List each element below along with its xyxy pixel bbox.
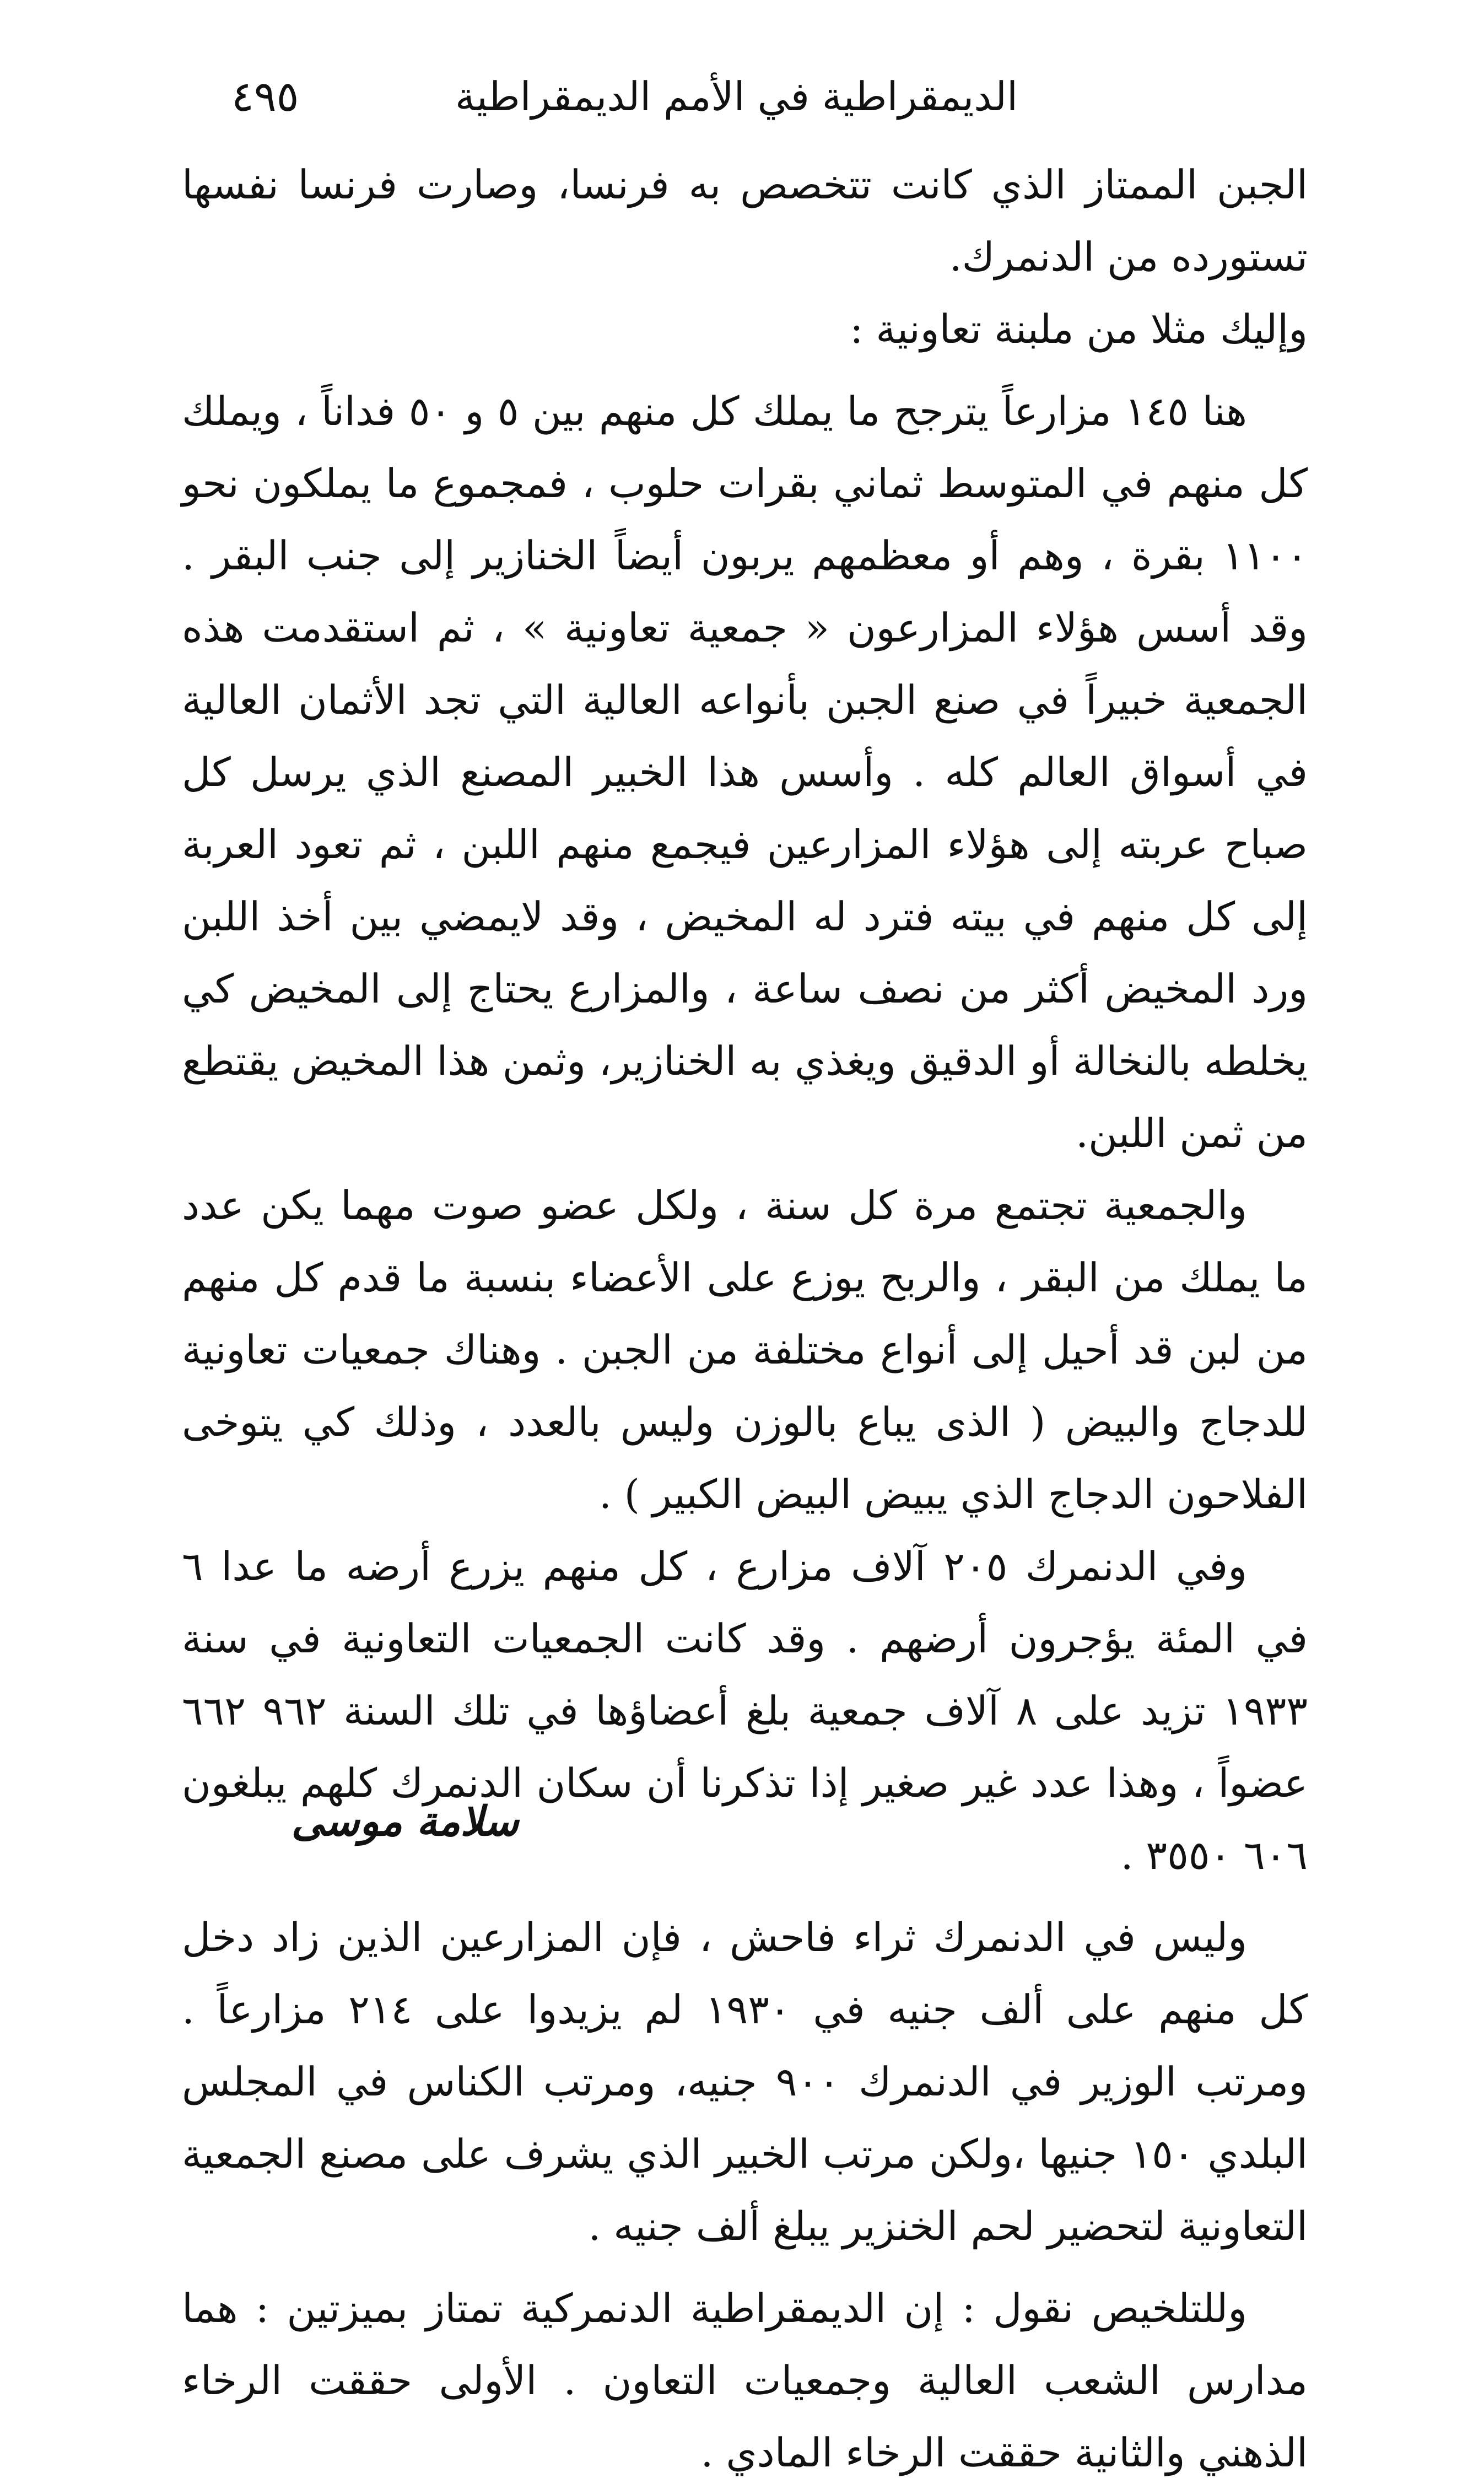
running-header: [187, 66, 1286, 127]
paragraph-summary: وللتلخيص نقول : إن الديمقراطية الدنمركية تمتاز بميزتين : هما مدارس الشعب العالية وجمعيات التعاون . الأولى حققت الرخاء الذهني والثانية حققت الرخاء المادي .: [182, 2285, 1308, 2476]
paragraph-no-excess-wealth: وليس في الدنمرك ثراء فاحش ، فإن المزارعين الذين زاد دخل كل منهم على ألف جنيه في ١٩٣٠ لم يزيدوا على ٢١٤ مزارعاً . ومرتب الوزير في الدنمرك ٩٠٠ جنيه، ومرتب الكناس في المجلس البلدي ١٥٠ جنيها ،ولكن مرتب الخبير الذي يشرف على مصنع الجمعية التعاونية لتحضير لحم الخنزير يبلغ ألف جنيه .: [182, 1914, 1308, 2249]
paragraph-cheese-import: الجبن الممتاز الذي كانت تتخصص به فرنسا، وصارت فرنسا نفسها تستورده من الدنمرك.: [182, 161, 1308, 280]
running-title: الديمقراطية في الأمم الديمقراطية: [455, 73, 1018, 120]
paragraph-dairy-example-intro: وإليك مثلا من ملبنة تعاونية :: [850, 306, 1308, 352]
author-signature: سلامة موسى: [291, 1798, 519, 1845]
paragraph-cooperative-dairy: هنا ١٤٥ مزارعاً يترجح ما يملك كل منهم بين ٥ و ٥٠ فداناً ، ويملك كل منهم في المتوسط ثماني بقرات حلوب ، فمجموع ما يملكون نحو ١١٠٠ بقرة ، وهم أو معظمهم يربون أيضاً الخنازير إلى جنب البقر . وقد أسس هؤلاء المزارعون « جمعية تعاونية » ، ثم استقدمت هذه الجمعية خبيراً في صنع الجبن بأنواعه العالية التي تجد الأثمان العالية في أسواق العالم كله . وأسس هذا الخبير المصنع الذي يرسل كل صباح عربته إلى هؤلاء المزارعين فيجمع منهم اللبن ، ثم تعود العربة إلى كل منهم في بيته فترد له المخيض ، وقد لايمضي بين أخذ اللبن ورد المخيض أكثر من نصف ساعة ، والمزارع يحتاج إلى المخيض كي يخلطه بالنخالة أو الدقيق ويغذي به الخنازير، وثمن هذا المخيض يقتطع من ثمن اللبن.: [182, 388, 1308, 1156]
paragraph-society-meeting: والجمعية تجتمع مرة كل سنة ، ولكل عضو صوت مهما يكن عدد ما يملك من البقر ، والربح يوزع على الأعضاء بنسبة ما قدم كل منهم من لبن قد أحيل إلى أنواع مختلفة من الجبن . وهناك جمعيات تعاونية للدجاج والبيض ( الذى يباع بالوزن وليس بالعدد ، وذلك كي يتوخى الفلاحون الدجاج الذي يبيض البيض الكبير ) .: [182, 1182, 1308, 1517]
page-number: ٤٩٥: [231, 72, 299, 121]
body-text: [182, 149, 1308, 2489]
paragraph-denmark-farmers: وفي الدنمرك ٢٠٥ آلاف مزارع ، كل منهم يزرع أرضه ما عدا ٦ في المئة يؤجرون أرضهم . وقد كانت الجمعيات التعاونية في سنة ١٩٣٣ تزيد على ٨ آلاف جمعية بلغ أعضاؤها في تلك السنة ٩٦٢ ٦٦٢ عضواً ، وهذا عدد غير صغير إذا تذكرنا أن سكان الدنمرك كلهم يبلغون ٦٠٦ ٣٥٥٠ .: [182, 1543, 1308, 1878]
